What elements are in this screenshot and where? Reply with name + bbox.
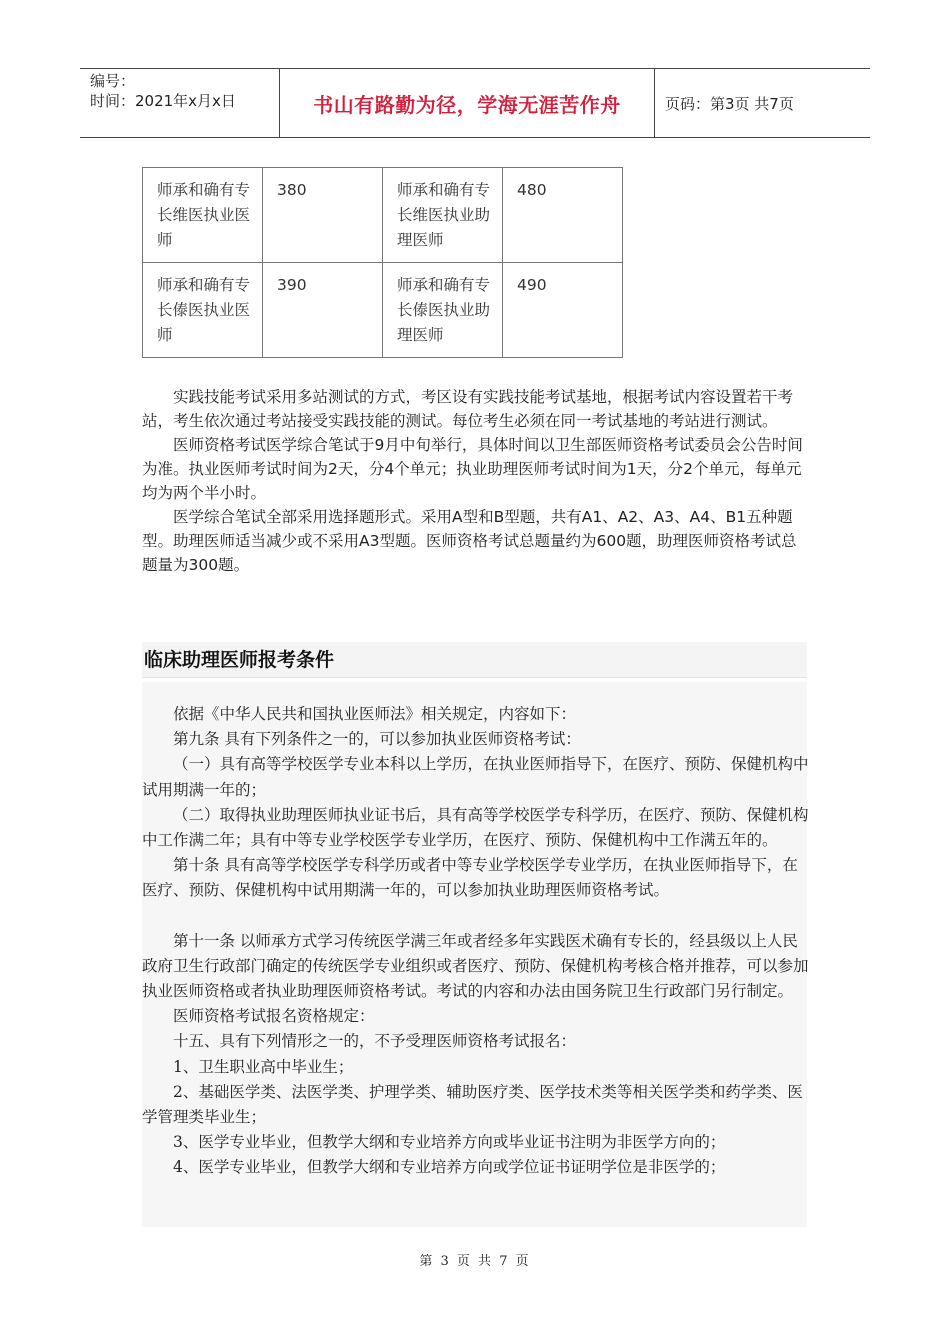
- exam-code-table: [142, 167, 623, 358]
- table-cell: 师承和确有专长维医执业助理医师: [383, 168, 503, 263]
- section-title: 临床助理医师报考条件: [142, 642, 807, 678]
- header-page-cell: [655, 69, 870, 137]
- list-item: 3、医学专业毕业，但教学大纲和专业培养方向或毕业证书注明为非医学方向的；: [173, 1133, 726, 1152]
- header-page-number: 页码：第3页 共7页: [665, 94, 794, 113]
- header-meta: [80, 69, 280, 137]
- list-item: 4、医学专业毕业，但教学大纲和专业培养方向或学位证书证明学位是非医学的；: [173, 1158, 726, 1177]
- law-article-11: 第十一条 以师承方式学习传统医学满三年或者经多年实践医术确有专长的，经县级以上人民政府卫生行政部门确定的传统医学专业组织或者医疗、预防、保健机构考核合格并推荐，可以参加执业医师资格或者执业助理医师资格考试。考试的内容和办法由国务院卫生行政部门另行制定。: [142, 931, 809, 1001]
- table-row: [143, 263, 623, 358]
- law-article-9-item-2: （二）取得执业助理医师执业证书后，具有高等学校医学专科学历，在医疗、预防、保健机构中工作满二年；具有中等专业学校医学专业学历，在医疗、预防、保健机构中工作满五年的。: [142, 805, 809, 850]
- registration-rule-15: 十五、具有下列情形之一的，不予受理医师资格考试报名：: [173, 1032, 577, 1051]
- header-time: 时间：2021年x月x日: [90, 92, 236, 110]
- header-number: 编号：: [90, 72, 136, 90]
- table-cell: 师承和确有专长维医执业医师: [143, 168, 263, 263]
- header-motto: 书山有路勤为径，学海无涯苦作舟: [313, 92, 621, 117]
- page-footer: 第 3 页 共 7 页: [419, 1254, 531, 1269]
- law-intro: 依据《中华人民共和国执业医师法》相关规定，内容如下：: [173, 705, 577, 723]
- law-content: [142, 702, 810, 1181]
- table-row: [143, 168, 623, 263]
- list-item: 2、基础医学类、法医学类、护理学类、辅助医疗类、医学技术类等相关医学类和药学类、医学管理类毕业生；: [142, 1082, 803, 1127]
- paragraph-question-types: 医学综合笔试全部采用选择题形式。采用A型和B型题，共有A1、A2、A3、A4、B1五种题型。助理医师适当减少或不采用A3型题。医师资格考试总题量约为600题，助理医师资格考试总题量为300题。: [142, 508, 797, 574]
- header-motto-cell: [280, 69, 655, 137]
- law-article-10: 第十条 具有高等学校医学专科学历或者中等专业学校医学专业学历，在执业医师指导下，在医疗、预防、保健机构中试用期满一年的，可以参加执业助理医师资格考试。: [142, 856, 798, 900]
- exam-description: [142, 385, 810, 577]
- table-cell: 490: [503, 263, 623, 358]
- law-article-9: 第九条 具有下列条件之一的，可以参加执业医师资格考试：: [173, 730, 581, 749]
- table-cell: 480: [503, 168, 623, 263]
- table-cell: 380: [263, 168, 383, 263]
- table-cell: 师承和确有专长傣医执业医师: [143, 263, 263, 358]
- registration-title: 医师资格考试报名资格规定：: [173, 1007, 375, 1026]
- paragraph-written-exam-time: 医师资格考试医学综合笔试于9月中旬举行，具体时间以卫生部医师资格考试委员会公告时间为准。执业医师考试时间为2天，分4个单元；执业助理医师考试时间为1天，分2个单元，每单元均为两个半小时。: [142, 436, 803, 502]
- table-cell: 师承和确有专长傣医执业助理医师: [383, 263, 503, 358]
- page-header: [80, 68, 870, 138]
- list-item: 1、卫生职业高中毕业生；: [173, 1057, 354, 1076]
- spacer: [142, 904, 810, 929]
- paragraph-practical-exam: 实践技能考试采用多站测试的方式，考区设有实践技能考试基地，根据考试内容设置若干考站，考生依次通过考站接受实践技能的测试。每位考生必须在同一考试基地的考站进行测试。: [142, 388, 794, 430]
- law-article-9-item-1: （一）具有高等学校医学专业本科以上学历，在执业医师指导下，在医疗、预防、保健机构中试用期满一年的；: [142, 755, 809, 799]
- table-cell: 390: [263, 263, 383, 358]
